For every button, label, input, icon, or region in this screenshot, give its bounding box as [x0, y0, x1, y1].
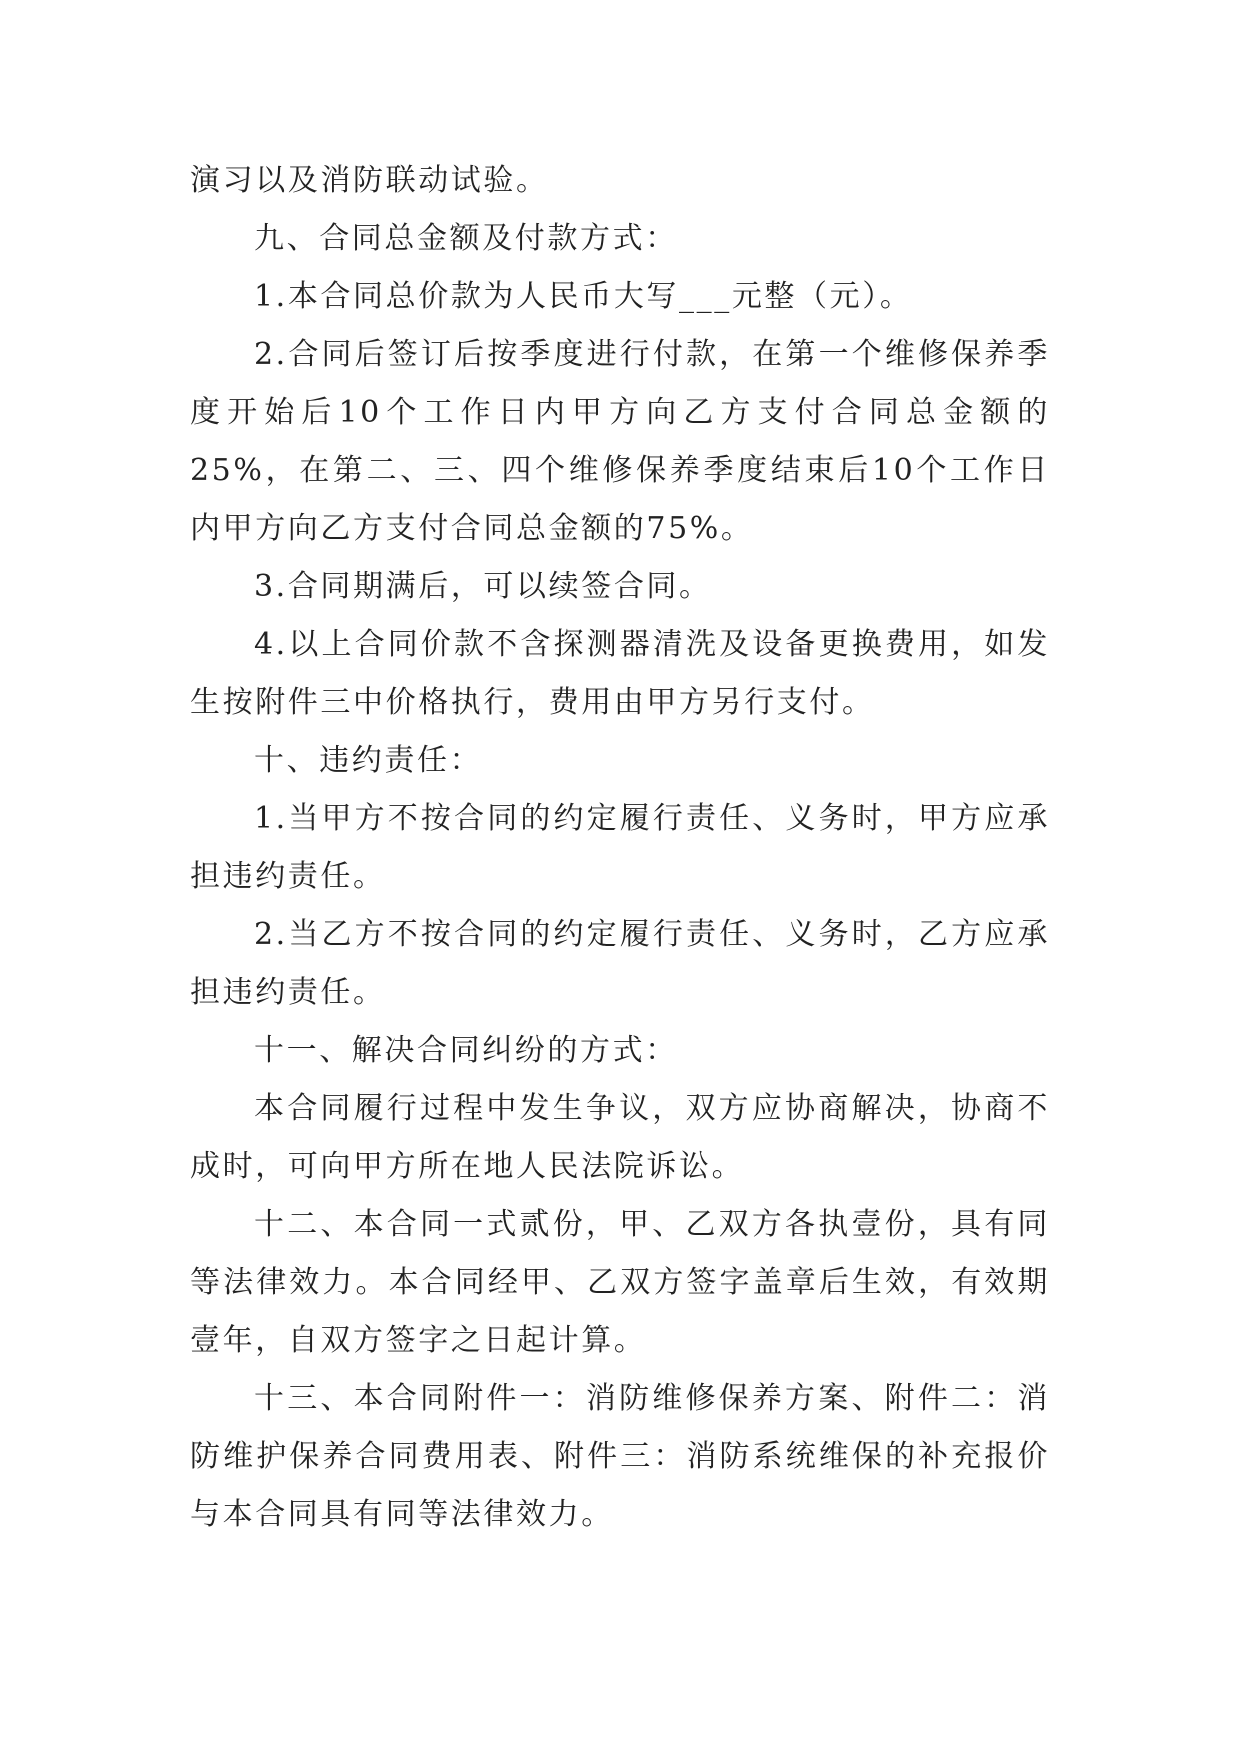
paragraph: 演习以及消防联动试验。 — [190, 163, 549, 198]
section-heading-liability: 十、违约责任： — [254, 743, 483, 778]
paragraph: 3.合同期满后，可以续签合同。 — [254, 569, 712, 604]
paragraph: 2.当乙方不按合同的约定履行责任、义务时，乙方应承担违约责任。 — [190, 917, 1050, 1010]
paragraph: 十三、本合同附件一：消防维修保养方案、附件二：消防维护保养合同费用表、附件三：消防系统维保的补充报价与本合同具有同等法律效力。 — [190, 1381, 1050, 1532]
paragraph: 1.本合同总价款为人民币大写___元整（元）。 — [254, 279, 913, 314]
paragraph: 2.合同后签订后按季度进行付款，在第一个维修保养季度开始后10个工作日内甲方向乙方支付合同总金额的25%，在第二、三、四个维修保养季度结束后10个工作日内甲方向乙方支付合同总金额的75%。 — [190, 337, 1050, 546]
paragraph: 4.以上合同价款不含探测器清洗及设备更换费用，如发生按附件三中价格执行，费用由甲方另行支付。 — [190, 627, 1050, 720]
paragraph: 十二、本合同一式贰份，甲、乙双方各执壹份，具有同等法律效力。本合同经甲、乙双方签字盖章后生效，有效期壹年，自双方签字之日起计算。 — [190, 1207, 1050, 1358]
document-body — [190, 152, 1050, 1544]
section-heading-disputes: 十一、解决合同纠纷的方式： — [254, 1033, 678, 1068]
paragraph: 1.当甲方不按合同的约定履行责任、义务时，甲方应承担违约责任。 — [190, 801, 1050, 894]
paragraph: 本合同履行过程中发生争议，双方应协商解决，协商不成时，可向甲方所在地人民法院诉讼。 — [190, 1091, 1050, 1184]
section-heading-payment: 九、合同总金额及付款方式： — [254, 221, 678, 256]
